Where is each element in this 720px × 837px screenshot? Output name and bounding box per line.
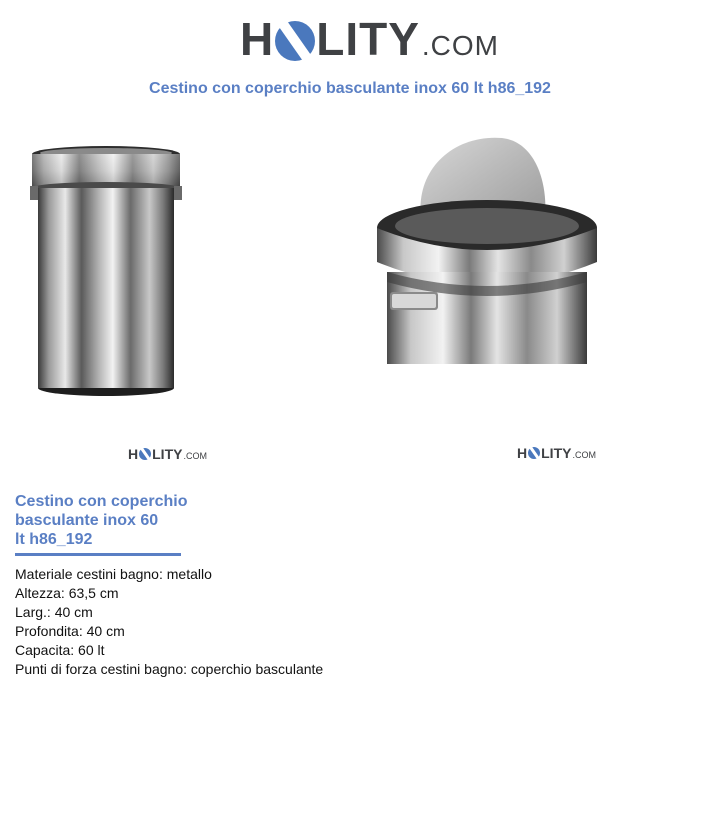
spec-row: Materiale cestini bagno: metallo <box>15 566 212 582</box>
logo-o-mark-icon <box>139 448 151 460</box>
spec-row: Larg.: 40 cm <box>15 604 93 620</box>
spec-value: 63,5 cm <box>68 585 119 601</box>
logo-text-lity: LITY <box>541 445 572 461</box>
spec-row: Altezza: 63,5 cm <box>15 585 119 601</box>
spec-value: coperchio basculante <box>190 661 324 677</box>
image-watermark-logo <box>517 445 596 461</box>
logo-text-lity: LITY <box>152 446 183 462</box>
image-watermark-logo <box>128 446 207 462</box>
logo-text-h: H <box>128 446 139 462</box>
spec-value: 60 lt <box>78 642 105 658</box>
product-title <box>15 492 215 549</box>
title-underline-divider <box>15 553 181 556</box>
spec-label: Capacita <box>15 642 71 658</box>
product-title-line: lt h86_192 <box>15 531 93 548</box>
logo-text-h: H <box>517 445 528 461</box>
product-image-bin-swing-lid <box>372 132 602 369</box>
product-image-bin-closed <box>28 140 188 407</box>
spec-row: Capacita: 60 lt <box>15 642 105 658</box>
page-title: Cestino con coperchio basculante inox 60 lt h86_192 <box>149 80 551 97</box>
site-logo[interactable] <box>240 12 499 64</box>
logo-text-com: .COM <box>421 30 500 61</box>
spec-value: 40 cm <box>86 623 125 639</box>
spec-list <box>15 565 323 679</box>
spec-row: Profondita: 40 cm <box>15 623 125 639</box>
logo-text-lity: LITY <box>316 13 420 65</box>
logo-text-com: .COM <box>572 450 596 460</box>
spec-label: Profondita <box>15 623 79 639</box>
spec-label: Larg. <box>15 604 47 620</box>
spec-label: Punti di forza cestini bagno <box>15 661 184 677</box>
product-title-line: basculante inox 60 <box>15 512 159 529</box>
logo-o-mark-icon <box>275 21 315 61</box>
spec-value: 40 cm <box>54 604 93 620</box>
spec-label: Altezza <box>15 585 61 601</box>
spec-value: metallo <box>166 566 212 582</box>
logo-text-h: H <box>240 13 275 65</box>
logo-o-mark-icon <box>528 447 540 459</box>
spec-label: Materiale cestini bagno <box>15 566 159 582</box>
spec-row: Punti di forza cestini bagno: coperchio basculante <box>15 661 324 677</box>
product-title-line: Cestino con coperchio <box>15 493 188 510</box>
logo-text-com: .COM <box>183 451 207 461</box>
